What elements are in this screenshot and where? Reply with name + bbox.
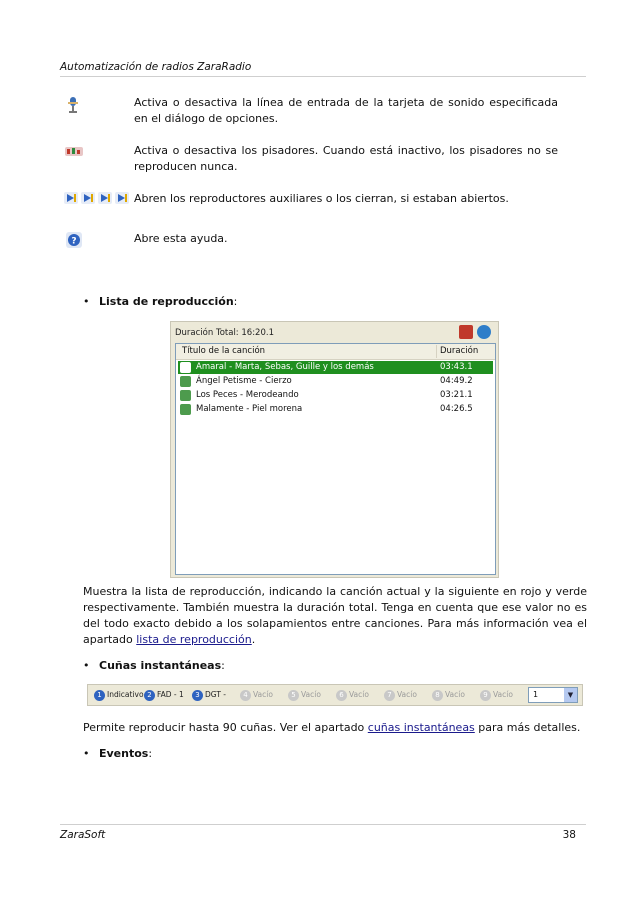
playlist-header	[176, 344, 495, 360]
song-icon	[180, 362, 191, 373]
svg-text:?: ?	[71, 236, 77, 247]
playlist-refresh-icon[interactable]	[477, 325, 491, 339]
cart-slot-1[interactable]: 1 Indicativo	[94, 688, 144, 702]
table-row[interactable]: Amaral - Marta, Sebas, Guille y los demás 03:43.1	[178, 361, 493, 374]
song-icon	[180, 390, 191, 401]
bullet-events: • Eventos:	[83, 747, 153, 760]
page-number: 38	[562, 829, 576, 841]
cart-slot-7[interactable]: 7 Vacío	[384, 688, 417, 702]
carts-paragraph: Permite reproducir hasta 90 cuñas. Ver el apartado cuñas instantáneas para más detalles.	[83, 721, 581, 734]
col-title-header[interactable]: Título de la canción	[182, 346, 266, 356]
cart-slot-9[interactable]: 9 Vacío	[480, 688, 513, 702]
footer-rule	[60, 824, 586, 825]
page-header: Automatización de radios ZaraRadio	[60, 61, 252, 73]
playlist-heading: Lista de reproducción	[99, 295, 234, 308]
playlist-link[interactable]: lista de reproducción	[136, 633, 252, 646]
carts-link[interactable]: cuñas instantáneas	[367, 721, 475, 734]
playlist-widget	[170, 321, 499, 578]
cart-slot-6[interactable]: 6 Vacío	[336, 688, 369, 702]
playlist-total-duration: Duración Total: 16:20.1	[175, 328, 274, 338]
cart-slot-5[interactable]: 5 Vacío	[288, 688, 321, 702]
bullet-playlist: • Lista de reproducción:	[83, 295, 238, 308]
jingle-description: Activa o desactiva los pisadores. Cuando está inactivo, los pisadores no se reproducen nunca.	[134, 144, 558, 173]
header-rule	[60, 76, 586, 77]
chevron-down-icon[interactable]: ▼	[564, 688, 577, 702]
mic-description: Activa o desactiva la línea de entrada de la tarjeta de sonido especificada en el diálogo de opciones.	[134, 96, 558, 125]
cart-slot-3[interactable]: 3 DGT -	[192, 688, 226, 702]
cart-slot-8[interactable]: 8 Vacío	[432, 688, 465, 702]
cart-page-select[interactable]: 1 ▼	[528, 687, 578, 703]
jingle-icon	[64, 143, 84, 162]
instant-carts-bar	[87, 684, 583, 706]
table-row[interactable]: Ángel Petisme - Cierzo 04:49.2	[178, 375, 493, 388]
carts-heading: Cuñas instantáneas	[99, 659, 222, 672]
microphone-icon	[66, 96, 80, 117]
aux-players-description: Abren los reproductores auxiliares o los cierran, si estaban abiertos.	[134, 192, 509, 205]
col-duration-header[interactable]: Duración	[440, 346, 479, 356]
song-icon	[180, 404, 191, 415]
playlist-paragraph: Muestra la lista de reproducción, indicando la canción actual y la siguiente en rojo y verde respectivamente. También muestra la duración total. Tenga en cuenta que ese valor no es del todo exacto debido a los solapamientos entre canciones. Para más información vea el apartado lista de reproducción.	[83, 585, 587, 646]
playlist-save-icon[interactable]	[459, 325, 473, 339]
song-icon	[180, 376, 191, 387]
table-row[interactable]: Los Peces - Merodeando 03:21.1	[178, 389, 493, 402]
cart-slot-4[interactable]: 4 Vacío	[240, 688, 273, 702]
help-icon	[66, 232, 82, 251]
aux-players-icon	[64, 190, 130, 209]
page-footer: ZaraSoft	[60, 829, 106, 841]
table-row[interactable]: Malamente - Piel morena 04:26.5	[178, 403, 493, 416]
cart-slot-2[interactable]: 2 FAD - 1	[144, 688, 184, 702]
events-heading: Eventos	[99, 747, 149, 760]
playlist-list[interactable]	[175, 343, 496, 575]
bullet-carts: • Cuñas instantáneas:	[83, 659, 225, 672]
help-description: Abre esta ayuda.	[134, 232, 228, 245]
